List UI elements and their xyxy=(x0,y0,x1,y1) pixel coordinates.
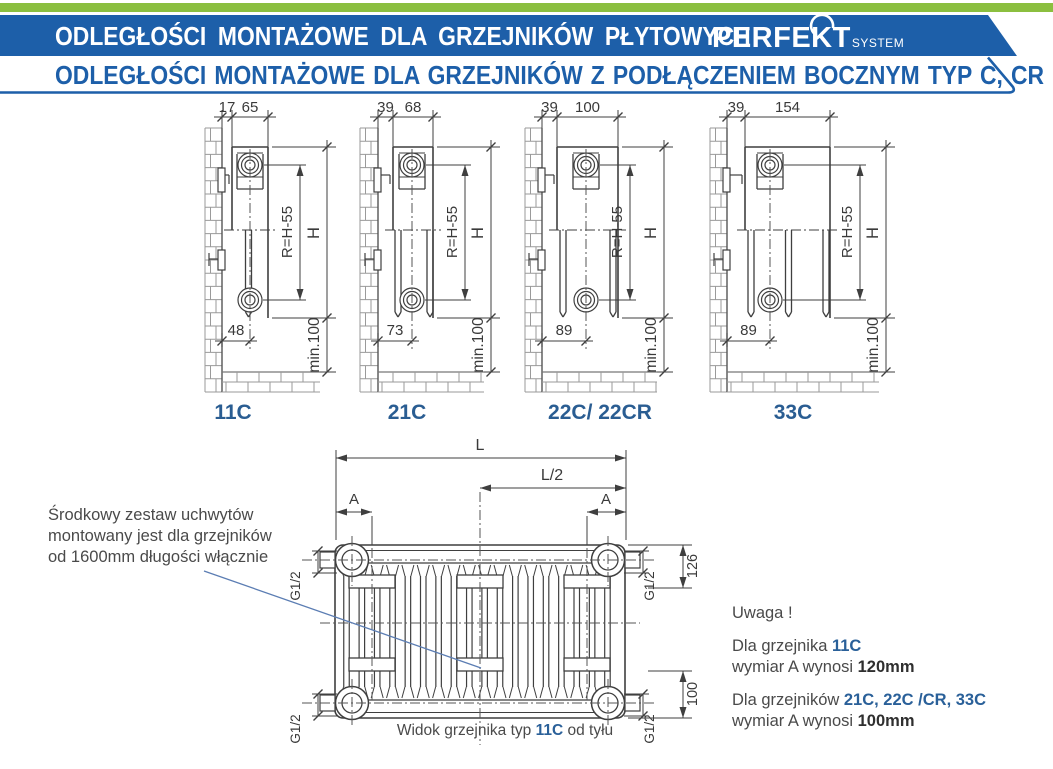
left-annotation-line: montowany jest dla grzejników xyxy=(48,527,272,545)
left-annotation-line: Środkowy zestaw uchwytów xyxy=(48,506,254,524)
diagram-label-22c: 22C/ 22CR xyxy=(548,401,652,424)
dim-label: L/2 xyxy=(540,467,564,484)
dim-label: min.100 xyxy=(470,317,487,373)
brand-suffix: SYSTEM xyxy=(851,36,905,50)
dim-label: 154 xyxy=(774,99,801,116)
dim-label: 100 xyxy=(685,681,701,707)
note-block xyxy=(732,690,986,732)
dim-label: A xyxy=(348,491,360,508)
dim-label: A xyxy=(600,491,612,508)
dim-label: G1/2 xyxy=(642,571,657,601)
dim-label: 68 xyxy=(404,99,422,116)
dim-label: 73 xyxy=(386,322,404,339)
dim-label: 39 xyxy=(377,99,394,116)
brand-logo xyxy=(712,17,904,57)
side-diagram-21c-drawing xyxy=(345,98,505,410)
note-block xyxy=(732,636,986,678)
left-annotation xyxy=(48,505,272,568)
dim-label: 100 xyxy=(574,99,601,116)
dim-label: min.100 xyxy=(865,317,882,373)
page-title: ODLEGŁOŚCI MONTAŻOWE DLA GRZEJNIKÓW PŁYTOWYCH xyxy=(55,21,751,51)
diagram-label-11c: 11C xyxy=(214,401,252,424)
text-segment: 120mm xyxy=(857,658,915,676)
dim-label: min.100 xyxy=(643,317,660,373)
dim-label: 89 xyxy=(740,322,757,339)
text-segment: 11C xyxy=(831,637,862,655)
dim-label: L xyxy=(475,437,485,454)
dim-label: 89 xyxy=(555,322,573,339)
dim-label: R=H-55 xyxy=(279,205,296,259)
dim-label: 39 xyxy=(541,99,558,116)
side-diagram-33c-drawing xyxy=(688,98,906,410)
note-line xyxy=(732,690,986,711)
dim-label: H xyxy=(469,227,487,239)
notes-blocks xyxy=(732,636,986,732)
dim-label: R=H-55 xyxy=(609,205,626,259)
dim-label: 17 xyxy=(218,99,236,116)
dim-label: G1/2 xyxy=(288,714,303,744)
text-segment: Widok grzejnika typ xyxy=(396,722,536,739)
dim-label: R=H-55 xyxy=(444,205,461,259)
dim-label: H xyxy=(642,227,660,239)
rear-diagram-drawing xyxy=(195,433,710,769)
text-segment: Dla grzejników xyxy=(732,691,844,709)
rear-caption xyxy=(340,722,670,740)
notes-block xyxy=(732,603,986,744)
text-segment: wymiar A wynosi xyxy=(732,712,858,730)
brand-name: PERFEKT xyxy=(712,22,851,54)
dim-label: H xyxy=(864,227,882,239)
note-line xyxy=(732,657,986,678)
dim-label: min.100 xyxy=(306,317,323,373)
text-segment: Dla grzejnika xyxy=(732,637,832,655)
dim-label: H xyxy=(305,227,323,239)
dim-label: 126 xyxy=(685,553,701,579)
brand-swoosh-icon xyxy=(809,10,839,38)
note-title: Uwaga ! xyxy=(732,604,793,622)
dim-label: 39 xyxy=(727,99,745,116)
diagram-label-21c: 21C xyxy=(387,401,427,424)
text-segment: 21C, 22C /CR, 33C xyxy=(843,691,987,709)
text-segment: wymiar A wynosi xyxy=(732,658,858,676)
page-subtitle: ODLEGŁOŚCI MONTAŻOWE DLA GRZEJNIKÓW Z PODŁĄCZENIEM BOCZNYM TYP C, CR xyxy=(55,60,1045,90)
text-segment: 11C xyxy=(535,722,564,739)
dim-label: G1/2 xyxy=(288,571,303,601)
dim-label: 65 xyxy=(241,99,259,116)
diagram-label-33c: 33C xyxy=(773,401,813,424)
side-diagram-22c-drawing xyxy=(505,98,677,410)
dim-label: 48 xyxy=(227,322,245,339)
dim-label: R=H-55 xyxy=(839,205,856,259)
left-annotation-line: od 1600mm długości włącznie xyxy=(48,548,269,566)
dim-label: G1/2 xyxy=(642,714,657,744)
note-line xyxy=(732,636,986,657)
note-line xyxy=(732,711,986,732)
text-segment: 100mm xyxy=(857,712,915,730)
side-diagram-11c-drawing xyxy=(185,98,340,410)
text-segment: od tyłu xyxy=(563,722,614,739)
